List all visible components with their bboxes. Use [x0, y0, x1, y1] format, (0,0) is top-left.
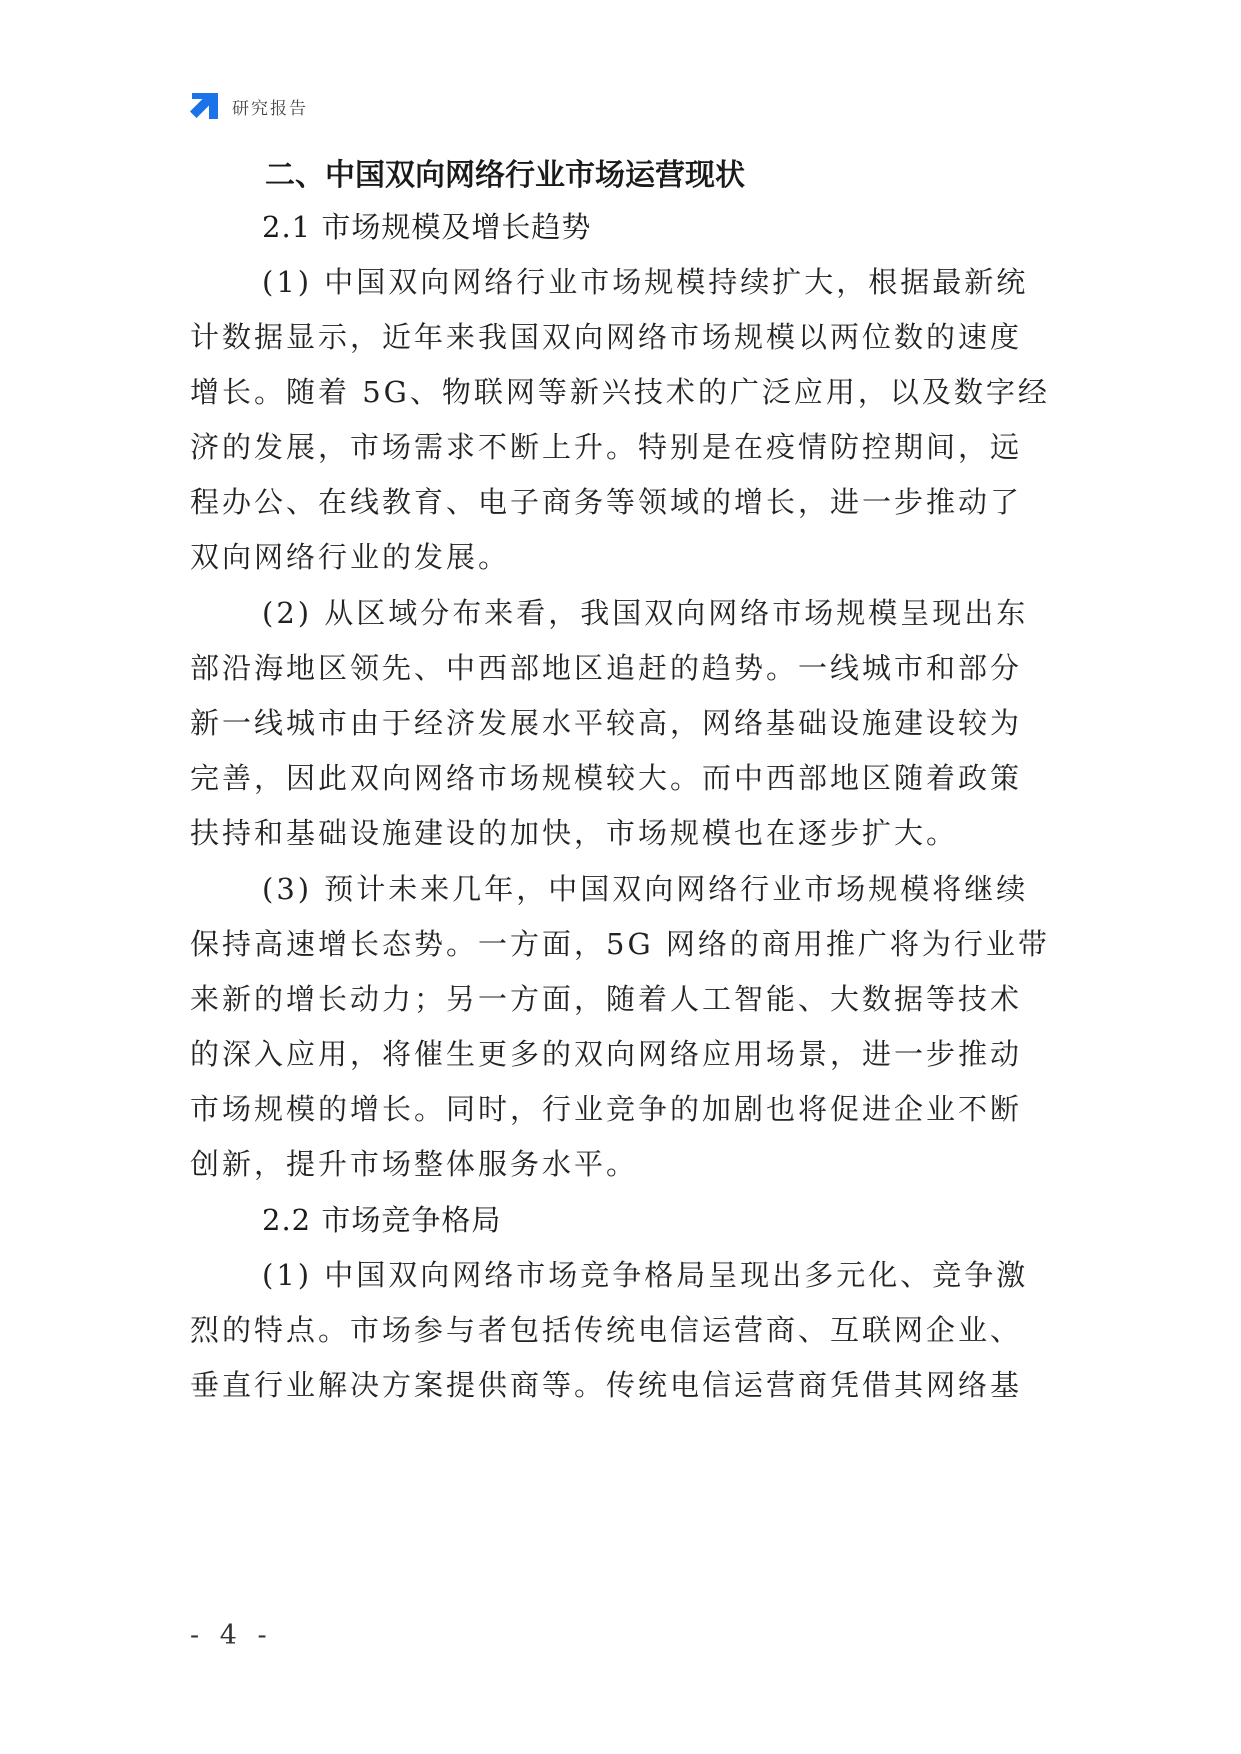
paragraph-line: 的深入应用，将催生更多的双向网络应用场景，进一步推动: [190, 1037, 1023, 1071]
paragraph-line: 来新的增长动力；另一方面，随着人工智能、大数据等技术: [190, 982, 1023, 1016]
paragraph-line: 新一线城市由于经济发展水平较高，网络基础设施建设较为: [190, 706, 1023, 740]
paragraph-line: 双向网络行业的发展。: [190, 540, 511, 574]
paragraph-line: 垂直行业解决方案提供商等。传统电信运营商凭借其网络基: [190, 1368, 1023, 1402]
paragraph-line: 部沿海地区领先、中西部地区追赶的趋势。一线城市和部分: [190, 651, 1023, 685]
paragraph-line: 计数据显示，近年来我国双向网络市场规模以两位数的速度: [190, 320, 1023, 354]
paragraph-line: (3) 预计未来几年，中国双向网络行业市场规模将继续: [262, 872, 1029, 906]
paragraph-line: (1) 中国双向网络行业市场规模持续扩大，根据最新统: [262, 265, 1029, 299]
subsection-title-2-1: 2.1 市场规模及增长趋势: [262, 210, 592, 244]
paragraph-line: (2) 从区域分布来看，我国双向网络市场规模呈现出东: [262, 596, 1029, 630]
paragraph-line: 创新，提升市场整体服务水平。: [190, 1147, 639, 1181]
subsection-title-2-2: 2.2 市场竞争格局: [262, 1203, 502, 1237]
paragraph-line: 济的发展，市场需求不断上升。特别是在疫情防控期间，远: [190, 430, 1023, 464]
paragraph-line: 保持高速增长态势。一方面，5G 网络的商用推广将为行业带: [190, 927, 1050, 961]
paragraph-line: 烈的特点。市场参与者包括传统电信运营商、互联网企业、: [190, 1313, 1023, 1347]
paragraph-line: 完善，因此双向网络市场规模较大。而中西部地区随着政策: [190, 761, 1023, 795]
paragraph-line: 增长。随着 5G、物联网等新兴技术的广泛应用，以及数字经: [190, 375, 1050, 409]
paragraph-line: 市场规模的增长。同时，行业竞争的加剧也将促进企业不断: [190, 1092, 1023, 1126]
paragraph-line: 程办公、在线教育、电子商务等领域的增长，进一步推动了: [190, 485, 1023, 519]
section-title: 二、中国双向网络行业市场运营现状: [265, 158, 745, 193]
logo-arrow-icon: [190, 91, 220, 121]
paragraph-line: 扶持和基础设施建设的加快，市场规模也在逐步扩大。: [190, 816, 959, 850]
page-number: - 4 -: [190, 1620, 273, 1651]
header-label: 研究报告: [232, 98, 308, 119]
report-header: [190, 90, 308, 122]
paragraph-line: (1) 中国双向网络市场竞争格局呈现出多元化、竞争激: [262, 1258, 1029, 1292]
